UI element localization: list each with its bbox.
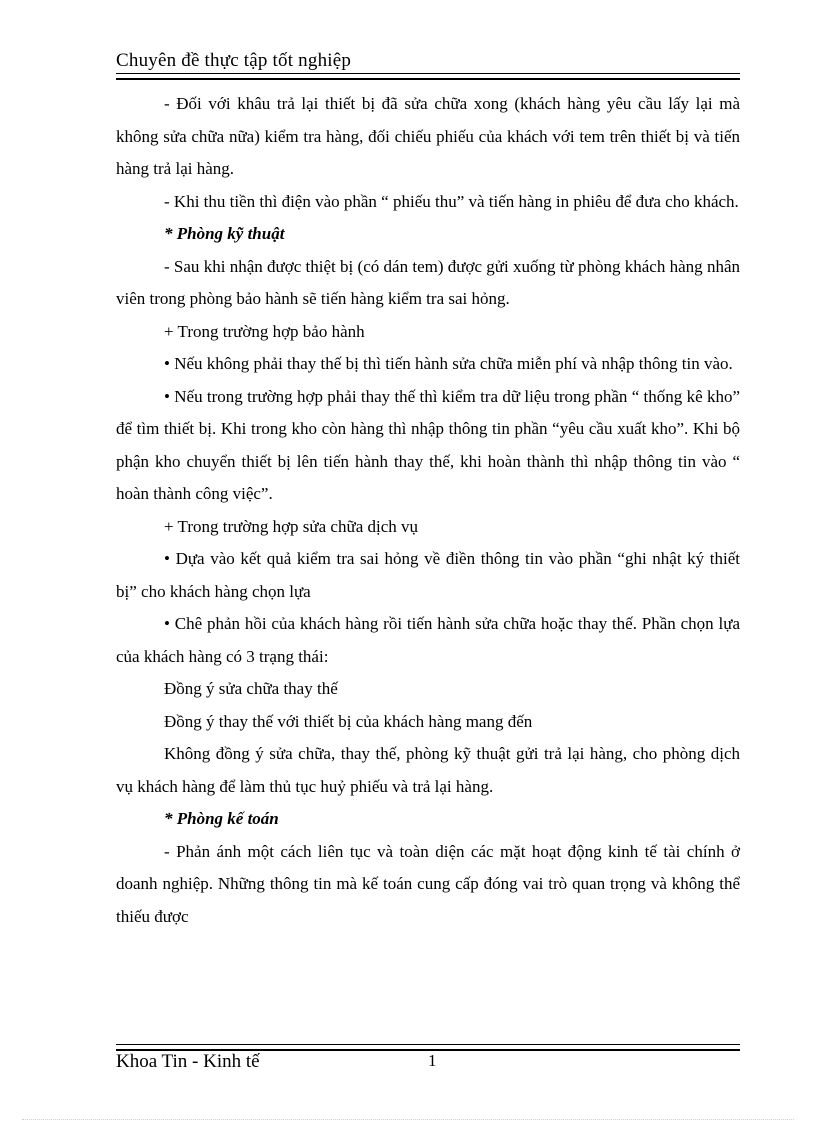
document-body: [116, 88, 740, 933]
page-number: 1: [428, 1051, 437, 1070]
footer-faculty: Khoa Tin - Kinh tế: [116, 1051, 260, 1072]
section-heading: * Phòng kế toán: [164, 809, 279, 828]
paragraph: Không đồng ý sửa chữa, thay thế, phòng kỹ thuật gửi trả lại hàng, cho phòng dịch vụ khách hàng để làm thủ tục huỷ phiếu và trả lại hàng.: [116, 744, 740, 796]
page-edge-dotted-line: [22, 1119, 794, 1120]
paragraph: • Chê phản hồi của khách hàng rồi tiến hành sửa chữa hoặc thay thế. Phần chọn lựa của khách hàng có 3 trạng thái:: [116, 614, 740, 666]
footer-rule: [116, 1044, 740, 1051]
paragraph: - Phản ánh một cách liên tục và toàn diện các mặt hoạt động kinh tế tài chính ở doanh nghiệp. Những thông tin mà kế toán cung cấp đóng vai trò quan trọng và không thể thiếu được: [116, 841, 740, 926]
paragraph: • Nếu trong trường hợp phải thay thế thì kiểm tra dữ liệu trong phần “ thống kê kho” để tìm thiết bị. Khi trong kho còn hàng thì nhập thông tin phần “yêu cầu xuất kho”. Khi bộ phận kho chuyển thiết bị lên tiến hành thay thế, khi hoàn thành thì nhập thông tin vào “ hoàn thành công việc”.: [116, 386, 740, 503]
paragraph: - Khi thu tiền thì điện vào phần “ phiếu thu” và tiến hàng in phiêu để đưa cho khách.: [164, 191, 739, 211]
paragraph: + Trong trường hợp bảo hành: [164, 321, 365, 341]
section-heading: * Phòng kỹ thuật: [164, 224, 285, 243]
paragraph: - Đối với khâu trả lại thiết bị đã sửa chữa xong (khách hàng yêu cầu lấy lại mà không sửa chữa nữa) kiểm tra hàng, đối chiếu phiếu của khách với tem trên thiết bị và tiến hàng trả lại hàng.: [116, 94, 740, 178]
paragraph: Đồng ý thay thế với thiết bị của khách hàng mang đến: [164, 711, 533, 731]
page-header-title: Chuyên đề thực tập tốt nghiệp: [116, 50, 352, 71]
paragraph: - Sau khi nhận được thiệt bị (có dán tem) được gửi xuống từ phòng khách hàng nhân viên trong phòng bảo hành sẽ tiến hàng kiểm tra sai hỏng.: [116, 256, 740, 308]
paragraph: + Trong trường hợp sửa chữa dịch vụ: [164, 516, 419, 536]
header-rule: [116, 73, 740, 80]
paragraph: • Nếu không phải thay thế bị thì tiến hành sửa chữa miễn phí và nhập thông tin vào.: [164, 354, 733, 373]
paragraph: • Dựa vào kết quả kiểm tra sai hỏng về điền thông tin vào phần “ghi nhật ký thiết bị” cho khách hàng chọn lựa: [116, 549, 740, 601]
paragraph: Đồng ý sửa chữa thay thế: [164, 679, 338, 698]
